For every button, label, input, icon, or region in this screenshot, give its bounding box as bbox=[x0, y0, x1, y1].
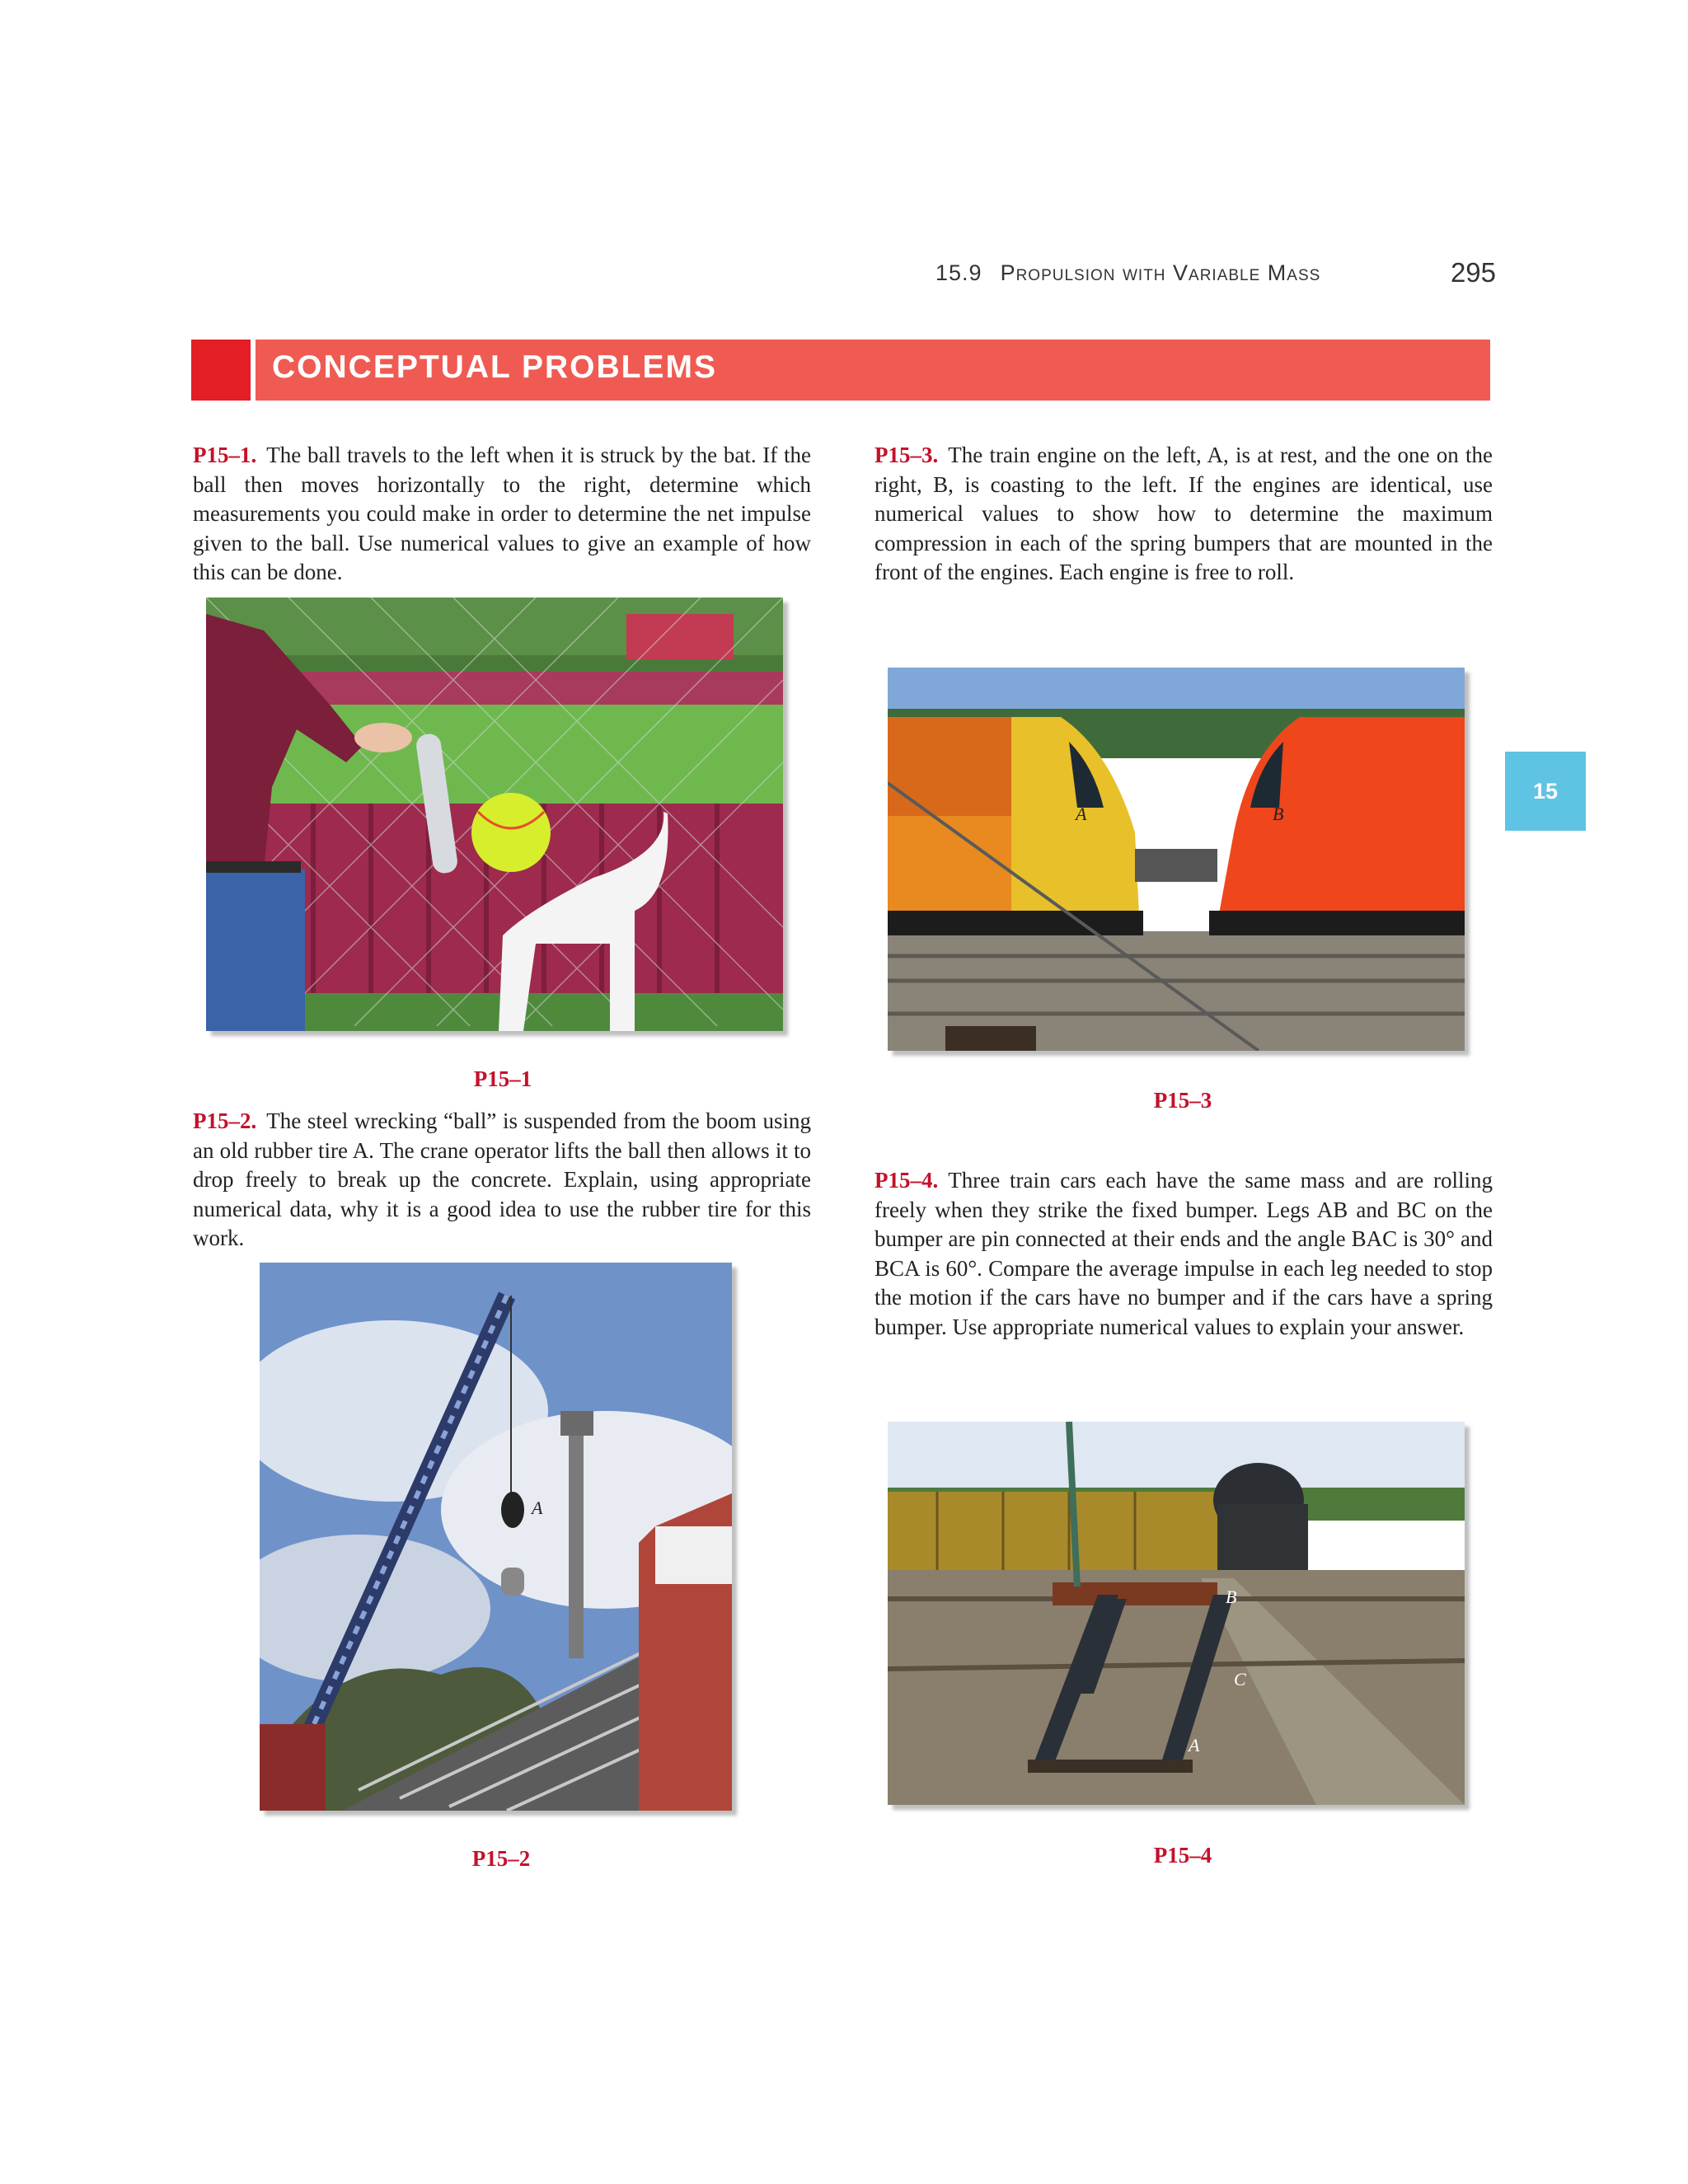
photo-label-a: A bbox=[1189, 1735, 1200, 1755]
problem-3 bbox=[874, 441, 1493, 588]
chapter-tab[interactable]: 15 bbox=[1505, 752, 1586, 831]
problem-2-text: The steel wrecking “ball” is suspended from the boom using an old rubber tire A. The crane operator lifts the ball then allows it to drop freely to break up the concrete. Explain, using appropriate numerical data, why it is a good idea to use the rubber tire for this work. bbox=[193, 1108, 811, 1250]
photo-label-a: A bbox=[1076, 804, 1087, 824]
caption-p15-4: P15–4 bbox=[1153, 1843, 1212, 1868]
caption-p15-3: P15–3 bbox=[1153, 1088, 1212, 1113]
problem-4 bbox=[874, 1166, 1493, 1342]
problem-1-number: P15–1. bbox=[193, 443, 257, 467]
photo-label-b: B bbox=[1226, 1586, 1237, 1607]
photo-crane-wrecking-ball bbox=[260, 1263, 732, 1811]
problem-3-number: P15–3. bbox=[874, 443, 939, 467]
banner-title: CONCEPTUAL PROBLEMS bbox=[272, 349, 717, 385]
problem-3-text: The train engine on the left, A, is at rest, and the one on the right, B, is coasting to the left. If the engines are identical, use numerical values to show how to determine the maximum compression in each of the spring bumpers that are mounted in the front of the engines. Each engine is free to roll. bbox=[874, 443, 1493, 584]
photo-train-engines bbox=[888, 668, 1465, 1051]
problem-4-number: P15–4. bbox=[874, 1168, 939, 1193]
page-number: 295 bbox=[1450, 257, 1496, 288]
problem-1 bbox=[193, 441, 811, 588]
caption-p15-1: P15–1 bbox=[473, 1066, 532, 1091]
problem-2-number: P15–2. bbox=[193, 1108, 257, 1133]
banner-accent-square bbox=[191, 340, 251, 401]
photo-bat-ball bbox=[206, 598, 783, 1031]
section-title: Propulsion with Variable Mass bbox=[1000, 260, 1321, 285]
photo-label-a: A bbox=[532, 1497, 543, 1518]
photo-label-b: B bbox=[1273, 804, 1284, 824]
problem-4-text: Three train cars each have the same mass and are rolling freely when they strike the fixed bumper. Legs AB and BC on the bumper are pin connected at their ends and the angle BAC is 30° and BCA is 60°. Compare the average impulse in each leg needed to stop the motion if the cars have no bumper and if the cars have a spring bumper. Use appropriate numerical values to explain your answer. bbox=[874, 1168, 1493, 1339]
problem-1-text: The ball travels to the left when it is struck by the bat. If the ball then moves horizontally to the right, determine which measurements you could make in order to determine the net impulse given to the ball. Use numerical values to give an example of how this can be done. bbox=[193, 443, 811, 584]
problem-2 bbox=[193, 1107, 811, 1254]
caption-p15-2: P15–2 bbox=[471, 1846, 531, 1871]
running-header-section bbox=[935, 260, 1320, 286]
section-number: 15.9 bbox=[935, 260, 982, 285]
photo-label-c: C bbox=[1234, 1669, 1246, 1690]
photo-track-bumper bbox=[888, 1422, 1465, 1805]
